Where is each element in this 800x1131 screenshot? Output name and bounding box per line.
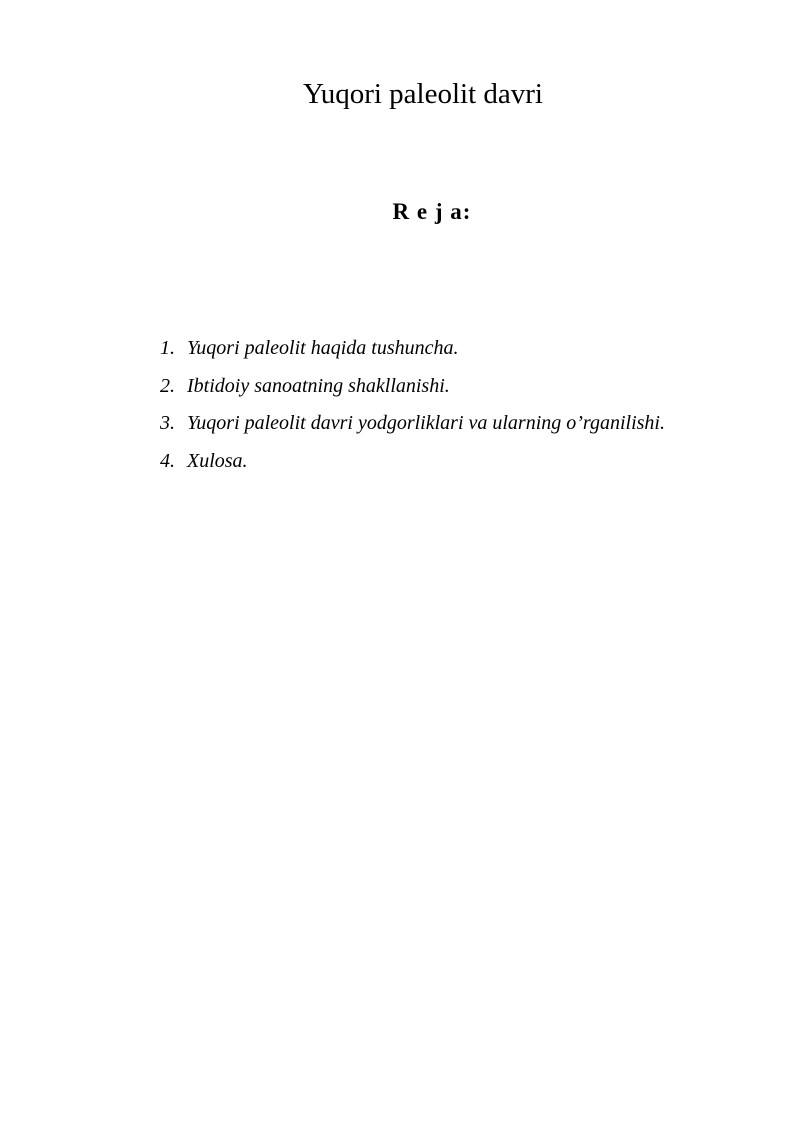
plan-item-3	[160, 409, 780, 447]
plan-item-text: Xulosa.	[187, 449, 248, 472]
plan-item-2	[160, 372, 780, 410]
document-title: Yuqori paleolit davri	[302, 78, 543, 110]
plan-item-text: Ibtidoiy sanoatning shakllanishi.	[187, 374, 450, 397]
plan-list	[160, 334, 780, 484]
plan-item-number: 2.	[160, 374, 175, 397]
plan-item-number: 4.	[160, 449, 175, 472]
plan-item-4	[160, 447, 780, 485]
plan-item-text: Yuqori paleolit haqida tushuncha.	[187, 337, 459, 359]
plan-heading: R e j a:	[392, 199, 472, 224]
plan-item-number: 3.	[160, 412, 175, 434]
plan-item-number: 1.	[160, 337, 175, 359]
plan-item-text: Yuqori paleolit davri yodgorliklari va ularning o’rganilishi.	[187, 412, 665, 434]
plan-item-1	[160, 334, 780, 372]
